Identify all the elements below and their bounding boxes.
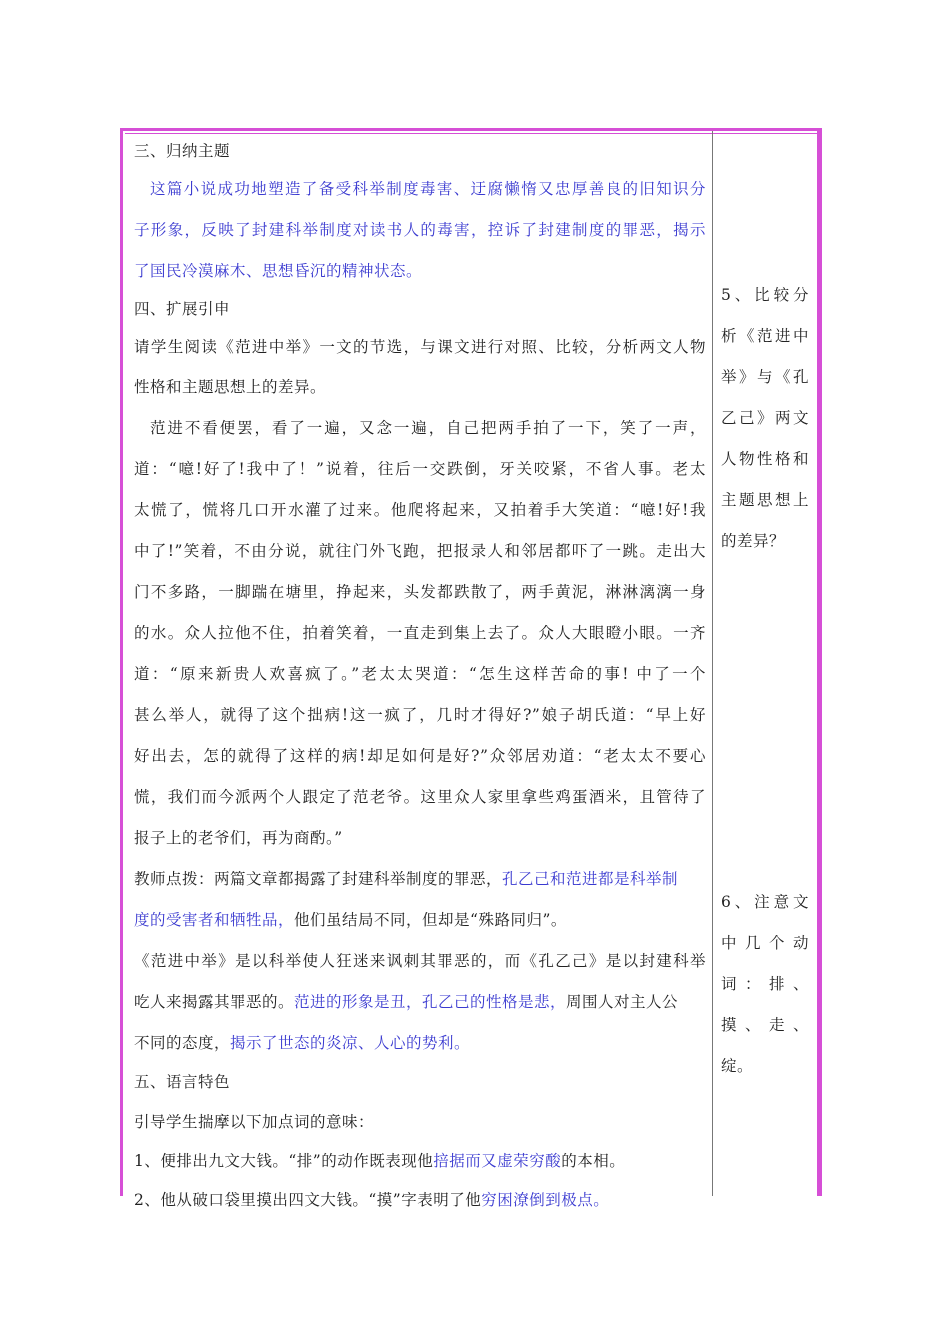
- section-5-heading: 五、语言特色: [134, 1073, 231, 1091]
- language-item-text: 的本相。: [561, 1152, 626, 1170]
- teacher-note-text: 吃人来揭露其罪恶的。: [134, 993, 295, 1011]
- language-item-highlight: 掊据而又虚荣穷酸: [433, 1152, 562, 1170]
- teacher-note-line-5: [134, 1033, 706, 1053]
- teacher-note-text: 周围人对主人公: [566, 993, 679, 1011]
- side-question-6-line: 绽。: [721, 1057, 754, 1075]
- teacher-note-text: 他们虽结局不同，但却是“殊路同归”。: [294, 911, 567, 929]
- excerpt-line: 慌，我们而今派两个人跟定了范老爷。这里众人家里拿些鸡蛋酒米，且管待了: [134, 788, 706, 806]
- side-question-5-line: 乙己》两文: [721, 409, 809, 427]
- section-3-heading: 三、归纳主题: [134, 142, 231, 160]
- side-question-6-line: 词：排、: [721, 975, 809, 993]
- extension-intro-line-2: 性格和主题思想上的差异。: [134, 378, 327, 396]
- side-question-5-line: 析《范进中: [721, 327, 809, 345]
- side-question-6-line: 中几个动: [721, 934, 809, 952]
- theme-paragraph-line-2: 子形象，反映了封建科举制度对读书人的毒害，控诉了封建制度的罪恶，揭示: [134, 221, 706, 239]
- side-question-5-line: 人物性格和: [721, 450, 809, 468]
- excerpt-line: 中了!”笑着，不由分说，就往门外飞跑，把报录人和邻居都吓了一跳。走出大: [134, 542, 706, 560]
- theme-paragraph-line-3: 了国民冷漠麻木、思想昏沉的精神状态。: [134, 262, 423, 280]
- side-question-5-line: 主题思想上: [721, 491, 809, 509]
- side-column: [713, 131, 819, 1196]
- main-column: [123, 131, 713, 1209]
- teacher-note-text: 不同的态度，: [134, 1034, 231, 1052]
- teacher-note-highlight: 范进的形象是丑，孔乙己的性格是悲，: [294, 993, 567, 1011]
- language-item-text: 1、便排出九文大钱。“排”的动作既表现他: [134, 1152, 434, 1170]
- teacher-note-highlight: 孔乙己和范进都是科举制: [502, 870, 679, 888]
- theme-paragraph-line-1: 这篇小说成功地塑造了备受科举制度毒害、迂腐懒惰又忠厚善良的旧知识分: [150, 180, 706, 198]
- language-item-highlight: 穷困潦倒到极点。: [481, 1191, 610, 1209]
- excerpt-line: 的水。众人拉他不住，拍着笑着，一直走到集上去了。众人大眼瞪小眼。一齐: [134, 624, 706, 642]
- teacher-note-line-1: [134, 869, 706, 889]
- section-4-heading: 四、扩展引申: [134, 300, 231, 318]
- excerpt-line: 甚么举人，就得了这个拙病!这一疯了，几时才得好?”娘子胡氏道：“早上好: [134, 706, 706, 724]
- language-item-2: [134, 1190, 706, 1210]
- side-question-6-line: 摸、走、: [721, 1016, 809, 1034]
- side-question-5-line: 5、比较分: [721, 286, 809, 304]
- excerpt-line: 范进不看便罢，看了一遍，又念一遍，自己把两手拍了一下，笑了一声，: [150, 419, 706, 437]
- side-question-6-line: 6、注意文: [721, 893, 809, 911]
- lesson-table: [120, 128, 822, 1209]
- side-question-5-line: 的差异？: [721, 532, 786, 550]
- excerpt-line: 门不多路，一脚踹在塘里，挣起来，头发都跌散了，两手黄泥，淋淋漓漓一身: [134, 583, 706, 601]
- teacher-note-highlight: 揭示了世态的炎凉、人心的势利。: [230, 1034, 471, 1052]
- excerpt-line: 道：“原来新贵人欢喜疯了。”老太太哭道：“怎生这样苦命的事! 中了一个: [134, 665, 706, 683]
- extension-intro-line-1: 请学生阅读《范进中举》一文的节选，与课文进行对照、比较，分析两文人物: [134, 338, 706, 356]
- excerpt-line: 道：“噫!好了!我中了！”说着，往后一交跌倒，牙关咬紧，不省人事。老太: [134, 460, 706, 478]
- teacher-note-line-3: 《范进中举》是以科举使人狂迷来讽刺其罪恶的，而《孔乙己》是以封建科举: [134, 952, 706, 970]
- teacher-note-highlight: 度的受害者和牺牲品，: [134, 911, 295, 929]
- teacher-note-line-2: [134, 910, 706, 930]
- teacher-note-line-4: [134, 992, 706, 1012]
- language-item-1: [134, 1151, 706, 1171]
- language-intro: 引导学生揣摩以下加点词的意味：: [134, 1113, 375, 1131]
- excerpt-line: 报子上的老爷们，再为商酌。”: [134, 829, 343, 847]
- excerpt-line: 好出去，怎的就得了这样的病!却足如何是好?”众邻居劝道：“老太太不要心: [134, 747, 706, 765]
- excerpt-line: 太慌了，慌将几口开水灌了过来。他爬将起来，又拍着手大笑道：“噫!好!我: [134, 501, 706, 519]
- teacher-note-text: 教师点拨：两篇文章都揭露了封建科举制度的罪恶，: [134, 870, 503, 888]
- side-question-5-line: 举》与《孔: [721, 368, 809, 386]
- language-item-text: 2、他从破口袋里摸出四文大钱。“摸”字表明了他: [134, 1191, 482, 1209]
